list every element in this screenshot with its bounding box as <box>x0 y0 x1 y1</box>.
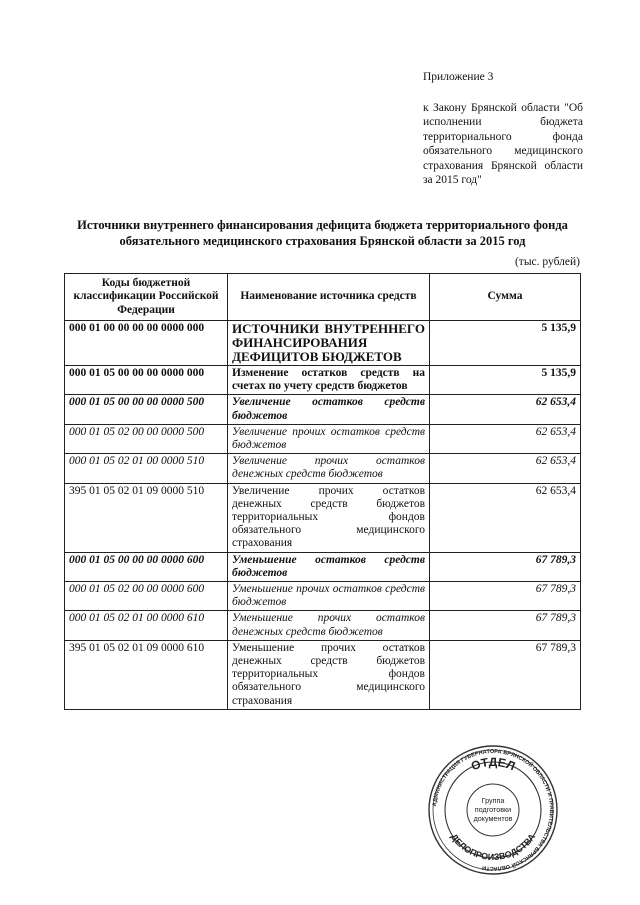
row-amount: 67 789,3 <box>430 552 581 581</box>
row-code: 000 01 05 02 00 00 0000 600 <box>65 582 228 611</box>
row-amount: 5 135,9 <box>430 366 581 395</box>
row-amount: 67 789,3 <box>430 582 581 611</box>
table-row <box>65 640 581 709</box>
row-code: 000 01 05 02 00 00 0000 500 <box>65 424 228 453</box>
table-row <box>65 611 581 640</box>
table-row <box>65 366 581 395</box>
header-code: Коды бюджетной классификации Российской Федерации <box>65 274 228 321</box>
row-name: Увеличение прочих остатков денежных средств бюджетов территориальных фондов обязательного медицинского страхования <box>228 483 430 552</box>
appendix-number: Приложение 3 <box>423 71 494 83</box>
table-row <box>65 552 581 581</box>
appendix-block <box>423 70 583 188</box>
stamp-center-line: Группа <box>481 796 505 805</box>
row-amount: 5 135,9 <box>430 321 581 366</box>
row-code: 000 01 00 00 00 00 0000 000 <box>65 321 228 366</box>
row-name: Уменьшение прочих остатков денежных средств бюджетов <box>228 611 430 640</box>
table-header-row <box>65 274 581 321</box>
appendix-reference: к Закону Брянской области "Об исполнении бюджета территориального фонда обязательного медицинского страхования Брянской области за 2015 год" <box>423 101 583 186</box>
stamp-dept-bottom: ДЕЛОПРОИЗВОДСТВА <box>448 831 538 863</box>
row-code: 395 01 05 02 01 09 0000 610 <box>65 640 228 709</box>
row-name: Уменьшение прочих остатков денежных средств бюджетов территориальных фондов обязательного медицинского страхования <box>228 640 430 709</box>
header-name: Наименование источника средств <box>228 274 430 321</box>
table-row <box>65 424 581 453</box>
units-label: (тыс. рублей) <box>514 256 580 268</box>
table-row <box>65 582 581 611</box>
document-title: Источники внутреннего финансирования дефицита бюджета территориального фонда обязательного медицинского страхования Брянской области за 2015 год <box>77 218 568 248</box>
financing-table <box>64 273 581 710</box>
official-stamp <box>427 744 559 876</box>
stamp-dept-top: ОТДЕЛ <box>469 754 518 774</box>
stamp-outer-text: АДМИНИСТРАЦИЯ ГУБЕРНАТОРА БРЯНСКОЙ ОБЛАСТИ И ПРАВИТЕЛЬСТВА БРЯНСКОЙ ОБЛАСТИ <box>432 748 555 872</box>
row-amount: 62 653,4 <box>430 483 581 552</box>
header-amount: Сумма <box>430 274 581 321</box>
row-code: 395 01 05 02 01 09 0000 510 <box>65 483 228 552</box>
stamp-center-line: документов <box>473 814 513 823</box>
row-name: ИСТОЧНИКИ ВНУТРЕННЕГО ФИНАНСИРОВАНИЯ ДЕФИЦИТОВ БЮДЖЕТОВ <box>228 321 430 366</box>
table-row <box>65 321 581 366</box>
row-name: Изменение остатков средств на счетах по учету средств бюджетов <box>228 366 430 395</box>
row-name: Уменьшение прочих остатков средств бюджетов <box>228 582 430 611</box>
row-code: 000 01 05 00 00 00 0000 600 <box>65 552 228 581</box>
row-code: 000 01 05 00 00 00 0000 000 <box>65 366 228 395</box>
table-row <box>65 395 581 424</box>
row-amount: 67 789,3 <box>430 640 581 709</box>
row-amount: 62 653,4 <box>430 454 581 483</box>
table-row <box>65 483 581 552</box>
row-code: 000 01 05 02 01 00 0000 610 <box>65 611 228 640</box>
row-name: Увеличение прочих остатков денежных средств бюджетов <box>228 454 430 483</box>
row-amount: 67 789,3 <box>430 611 581 640</box>
stamp-center-line: подготовки <box>474 805 512 814</box>
row-name: Уменьшение остатков средств бюджетов <box>228 552 430 581</box>
row-amount: 62 653,4 <box>430 395 581 424</box>
row-amount: 62 653,4 <box>430 424 581 453</box>
row-name: Увеличение остатков средств бюджетов <box>228 395 430 424</box>
row-code: 000 01 05 02 01 00 0000 510 <box>65 454 228 483</box>
row-code: 000 01 05 00 00 00 0000 500 <box>65 395 228 424</box>
table-row <box>65 454 581 483</box>
row-name: Увеличение прочих остатков средств бюджетов <box>228 424 430 453</box>
